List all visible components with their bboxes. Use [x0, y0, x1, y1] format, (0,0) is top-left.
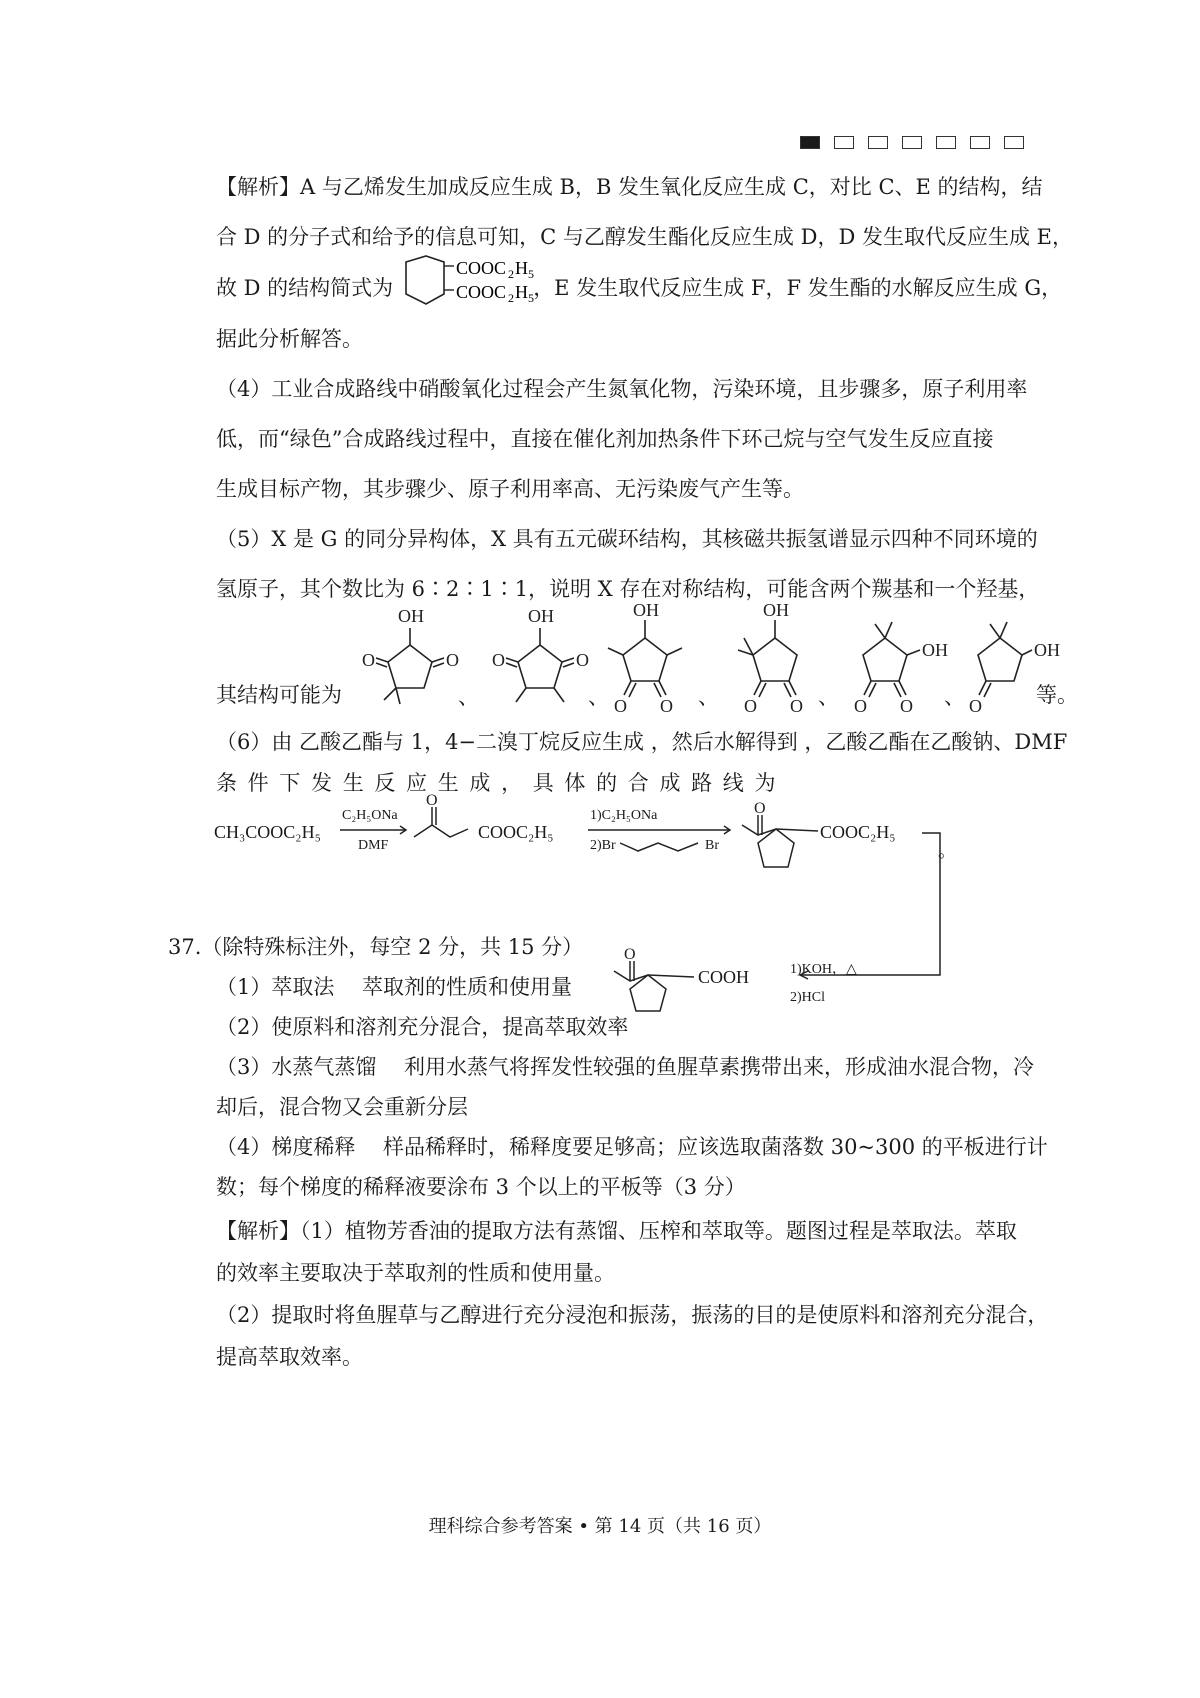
isomer3-oh: OH: [633, 600, 659, 620]
svg-text:O: O: [969, 696, 982, 716]
svg-text:O: O: [446, 650, 459, 670]
reagent-3-top: 1)KOH，△: [790, 962, 857, 977]
d-ester-group-1: COOC: [456, 258, 507, 278]
q37-answer-2: （2）使原料和溶剂充分混合，提高萃取效率: [216, 1015, 629, 1039]
page-markers: [800, 136, 1024, 149]
svg-text:O: O: [614, 696, 627, 716]
isomer1-oh: OH: [398, 606, 424, 626]
analysis-line-4: 据此分析解答。: [216, 327, 363, 351]
isomer-structures: [340, 600, 1060, 720]
q37-title: 37.（除特殊标注外，每空 2 分，共 15 分）: [168, 935, 584, 959]
reagent-2-br: Br: [705, 838, 719, 853]
page-footer: 理科综合参考答案 • 第 14 页（共 16 页）: [428, 1516, 772, 1537]
isomer5-oh: OH: [922, 640, 948, 660]
svg-text:、: 、: [698, 685, 719, 709]
marker-empty: [936, 136, 956, 149]
part5-line-2: 氢原子，其个数比为 6∶2∶1∶1，说明 X 存在对称结构，可能含两个羰基和一个羟基，: [216, 577, 1040, 601]
q37-analysis-line-3: （2）提取时将鱼腥草与乙醇进行充分浸泡和振荡，振荡的目的是使原料和溶剂充分混合，: [216, 1303, 1049, 1327]
product-3-group: COOH: [698, 967, 750, 987]
svg-text:O: O: [576, 650, 589, 670]
q37-answer-4-line-2: 数；每个梯度的稀释液要涂布 3 个以上的平板等（3 分）: [216, 1175, 746, 1199]
q37-answer-1: （1）萃取法 萃取剂的性质和使用量: [216, 975, 573, 999]
isomer4-oh: OH: [763, 600, 789, 620]
part6-line-2: 条 件 下 发 生 反 应 生 成 ， 具 体 的 合 成 路 线 为: [216, 771, 778, 795]
isomer2-oh: OH: [528, 606, 554, 626]
svg-text:O: O: [854, 696, 867, 716]
svg-text:5: 5: [528, 291, 534, 305]
part4-line-3: 生成目标产物，其步骤少、原子利用率高、无污染废气产生等。: [216, 477, 804, 501]
svg-text:、: 、: [944, 685, 965, 709]
svg-text:O: O: [754, 800, 766, 817]
part6-line-1: （6）由 乙酸乙酯与 1，4−二溴丁烷反应生成 ，然后水解得到 ，乙酸乙酯在乙酸钠、DMF: [216, 730, 1068, 754]
svg-text:O: O: [624, 946, 636, 963]
part5-line-3: 其结构可能为: [216, 683, 342, 707]
svg-text:5: 5: [528, 267, 534, 281]
svg-text:2: 2: [508, 291, 514, 305]
q37-analysis-line-2: 的效率主要取决于萃取剂的性质和使用量。: [216, 1261, 615, 1285]
isomer6-oh: OH: [1034, 640, 1060, 660]
reagent-2-bottom: 2)Br: [590, 838, 616, 853]
marker-empty: [1004, 136, 1024, 149]
q37-answer-3-line-2: 却后，混合物又会重新分层: [216, 1095, 468, 1119]
q37-analysis-line-1: 【解析】（1）植物芳香油的提取方法有蒸馏、压榨和萃取等。题图过程是萃取法。萃取: [216, 1219, 1017, 1243]
svg-text:O: O: [426, 792, 438, 809]
reagent-1-top: C₂H₅ONa: [342, 808, 398, 823]
svg-text:2: 2: [508, 267, 514, 281]
part5-end: 等。: [1036, 683, 1078, 707]
part4-line-1: （4）工业合成路线中硝酸氧化过程会产生氮氧化物，污染环境，且步骤多，原子利用率: [216, 377, 1028, 401]
start-material: CH₃COOC₂H₅: [214, 822, 321, 842]
analysis-line-3b: ，E 发生取代反应生成 F，F 发生酯的水解反应生成 G，: [533, 276, 1063, 300]
structure-d: [388, 252, 538, 312]
svg-text:O: O: [744, 696, 757, 716]
q37-analysis-line-4: 提高萃取效率。: [216, 1345, 363, 1369]
product-1-group: COOC₂H₅: [478, 822, 554, 842]
part4-line-2: 低，而“绿色”合成路线过程中，直接在催化剂加热条件下环己烷与空气发生反应直接: [216, 427, 994, 451]
analysis-line-3a: 故 D 的结构简式为: [216, 276, 394, 300]
marker-empty: [868, 136, 888, 149]
marker-empty: [902, 136, 922, 149]
reagent-3-bottom: 2)HCl: [790, 990, 825, 1005]
route-period: 。: [938, 841, 956, 861]
analysis-line-1: 【解析】A 与乙烯发生加成反应生成 B，B 发生氧化反应生成 C，对比 C、E 的结构，结: [216, 175, 1043, 199]
svg-text:O: O: [660, 696, 673, 716]
reagent-2-top: 1)C₂H₅ONa: [590, 808, 658, 823]
svg-text:、: 、: [458, 685, 479, 709]
q37-answer-4-line-1: （4）梯度稀释 样品稀释时，稀释度要足够高；应该选取菌落数 30~300 的平板进行计: [216, 1135, 1048, 1159]
marker-empty: [970, 136, 990, 149]
svg-text:、: 、: [588, 685, 609, 709]
reagent-1-bottom: DMF: [358, 838, 389, 853]
marker-filled: [800, 136, 820, 149]
marker-empty: [834, 136, 854, 149]
svg-text:O: O: [900, 696, 913, 716]
part5-line-1: （5）X 是 G 的同分异构体，X 具有五元碳环结构，其核磁共振氢谱显示四种不同环境的: [216, 527, 1038, 551]
q37-answer-3-line-1: （3）水蒸气蒸馏 利用水蒸气将挥发性较强的鱼腥草素携带出来，形成油水混合物，冷: [216, 1055, 1035, 1079]
analysis-line-3: [216, 273, 1062, 303]
svg-text:H: H: [515, 282, 528, 302]
product-2-group: COOC₂H₅: [820, 822, 896, 842]
svg-text:H: H: [515, 258, 528, 278]
analysis-line-2: 合 D 的分子式和给予的信息可知，C 与乙醇发生酯化反应生成 D，D 发生取代反应生成 E，: [216, 225, 1073, 249]
svg-text:、: 、: [818, 685, 839, 709]
svg-text:O: O: [790, 696, 803, 716]
svg-text:O: O: [492, 650, 505, 670]
d-ester-group-2: COOC: [456, 282, 507, 302]
svg-text:O: O: [362, 650, 375, 670]
